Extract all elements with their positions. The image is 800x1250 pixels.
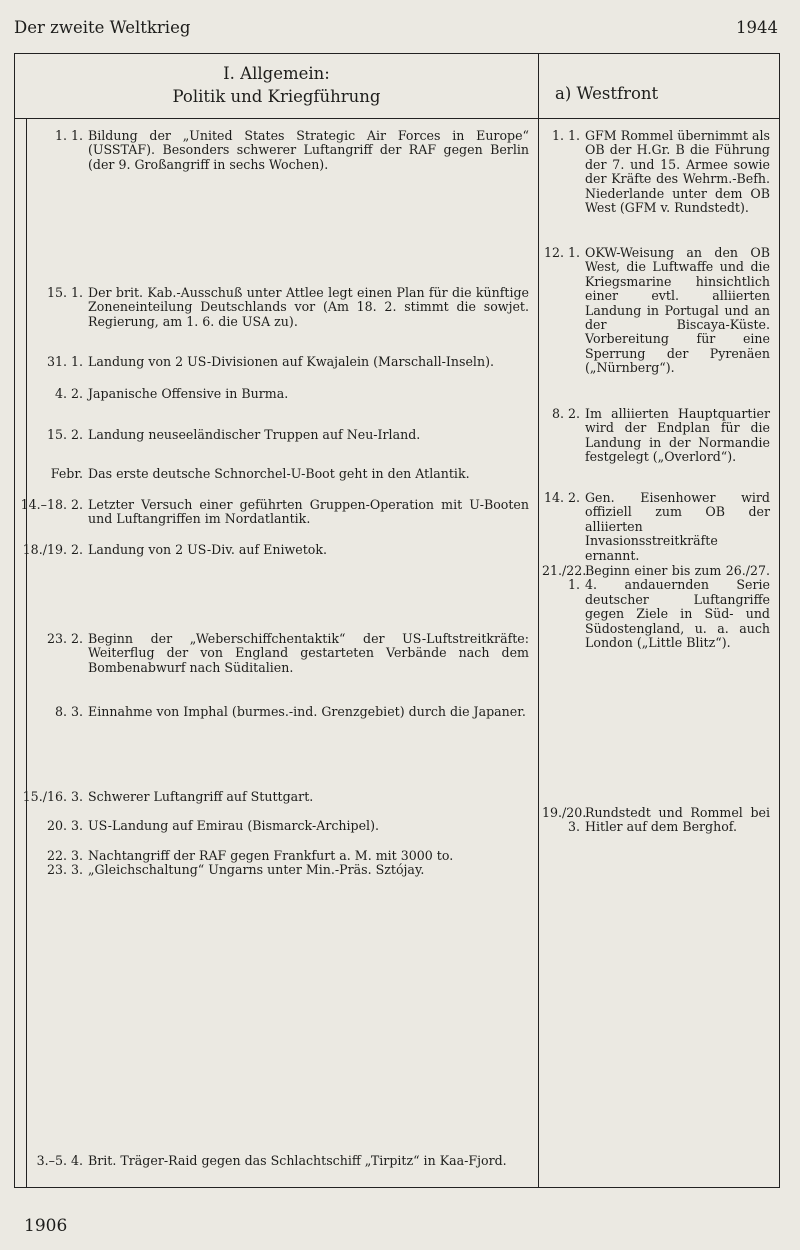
entry-text: Nachtangriff der RAF gegen Frankfurt a. M. mit 3000 to.	[88, 848, 454, 863]
header-rule	[15, 118, 779, 119]
entry-date: 14.–18. 2.	[20, 497, 83, 512]
entry-text: Bildung der „United States Strategic Air Forces in Europe“ (USSTAF). Besonders schwerer Luftangriff der RAF gegen Berlin (der 9. Großangriff in sechs Wochen).	[88, 128, 529, 172]
left-entry	[17, 129, 529, 172]
right-entry	[542, 407, 770, 465]
entry-text: Brit. Träger-Raid gegen das Schlachtschiff „Tirpitz“ in Kaa-Fjord.	[88, 1153, 507, 1168]
left-column-heading	[15, 62, 538, 108]
entry-date: 19./20. 3.	[542, 805, 587, 835]
entry-text: Landung von 2 US-Divisionen auf Kwajalein (Marschall-Inseln).	[88, 354, 494, 369]
left-entry	[17, 498, 529, 527]
right-entry	[542, 806, 770, 835]
left-entry	[17, 632, 529, 675]
entry-text: OKW-Weisung an den OB West, die Luftwaffe und die Kriegsmarine hinsichtlich einer evtl. alliierten Landung in Portugal und an der Biscaya-Küste. Vorbereitung für eine Sperrung der Pyrenäen („Nürnberg“).	[585, 245, 770, 376]
entry-date: 8. 3.	[54, 704, 83, 719]
page-year: 1944	[736, 18, 778, 37]
entry-text: Der brit. Kab.-Ausschuß unter Attlee legt einen Plan für die künftige Zoneneinteilung Deutschlands vor (Am 18. 2. stimmt die sowjet. Regierung, am 1. 6. die USA zu).	[88, 285, 529, 329]
chronicle-table	[14, 53, 780, 1188]
entry-date: Febr.	[50, 466, 83, 481]
left-entry	[17, 355, 529, 369]
entry-text: Beginn einer bis zum 26./27. 4. andauernden Serie deutscher Luftangriffe gegen Ziele in Süd- und Südostengland, u. a. auch London („Little Blitz“).	[585, 563, 770, 651]
right-entry	[542, 129, 770, 215]
entry-text: Einnahme von Imphal (burmes.-ind. Grenzgebiet) durch die Japaner.	[88, 704, 526, 719]
entry-date: 23. 3.	[46, 862, 83, 877]
right-entry	[542, 246, 770, 376]
entry-date: 23. 2.	[46, 631, 83, 646]
left-entry	[17, 428, 529, 442]
right-entry	[542, 564, 770, 650]
left-entry	[17, 705, 529, 719]
left-entry	[17, 790, 529, 804]
entry-text: GFM Rommel übernimmt als OB der H.Gr. B die Führung der 7. und 15. Armee sowie der Kräfte des Wehrm.-Befh. Niederlande unter dem OB West (GFM v. Rundstedt).	[585, 128, 770, 216]
entry-text: Letzter Versuch einer geführten Gruppen-Operation mit U-Booten und Luftangriffen im Nordatlantik.	[88, 497, 529, 527]
entry-text: Landung von 2 US-Div. auf Eniwetok.	[88, 542, 327, 557]
entry-date: 14. 2.	[543, 490, 580, 505]
left-entry	[17, 387, 529, 401]
left-entry	[17, 467, 529, 481]
right-entry	[542, 491, 770, 563]
entry-date: 8. 2.	[551, 406, 580, 421]
entry-text: Schwerer Luftangriff auf Stuttgart.	[88, 789, 314, 804]
entry-date: 31. 1.	[46, 354, 83, 369]
entry-date: 1. 1.	[551, 128, 580, 143]
column-separator	[538, 54, 539, 1187]
left-heading-line2: Politik und Kriegführung	[172, 87, 381, 106]
entry-date: 15. 2.	[46, 427, 83, 442]
left-entry	[17, 286, 529, 329]
entry-text: Gen. Eisenhower wird offiziell zum OB der alliierten Invasionsstreitkräfte ernannt.	[585, 490, 770, 563]
entry-date: 21./22. 1.	[542, 563, 587, 593]
entry-date: 20. 3.	[46, 818, 83, 833]
left-entry	[17, 819, 529, 833]
entry-date: 4. 2.	[54, 386, 83, 401]
entry-text: Das erste deutsche Schnorchel-U-Boot geht in den Atlantik.	[88, 466, 470, 481]
entry-text: Japanische Offensive in Burma.	[88, 386, 289, 401]
left-heading-line1: I. Allgemein:	[223, 64, 330, 83]
running-title: Der zweite Weltkrieg	[14, 18, 191, 37]
right-column-heading: a) Westfront	[555, 84, 659, 103]
left-entry	[17, 863, 529, 877]
entry-date: 22. 3.	[46, 848, 83, 863]
left-entry	[17, 543, 529, 557]
entry-text: Im alliierten Hauptquartier wird der Endplan für die Landung in der Normandie festgelegt („Overlord“).	[585, 406, 770, 465]
entry-text: Rundstedt und Rommel bei Hitler auf dem Berghof.	[585, 805, 770, 835]
entry-date: 12. 1.	[543, 245, 580, 260]
entry-text: US-Landung auf Emirau (Bismarck-Archipel).	[88, 818, 379, 833]
entry-text: Beginn der „Weberschiffchentaktik“ der US-Luftstreitkräfte: Weiterflug der von England gestarteten Verbände nach dem Bombenabwurf nach Süditalien.	[88, 631, 529, 675]
entry-date: 15./16. 3.	[22, 789, 83, 804]
entry-text: Landung neuseeländischer Truppen auf Neu-Irland.	[88, 427, 421, 442]
entry-date: 3.–5. 4.	[36, 1153, 83, 1168]
left-entry	[17, 1154, 529, 1168]
page-number: 1906	[24, 1216, 68, 1236]
entry-text: „Gleichschaltung“ Ungarns unter Min.-Präs. Sztójay.	[88, 862, 425, 877]
entry-date: 15. 1.	[46, 285, 83, 300]
entry-date: 18./19. 2.	[22, 542, 83, 557]
entry-date: 1. 1.	[54, 128, 83, 143]
